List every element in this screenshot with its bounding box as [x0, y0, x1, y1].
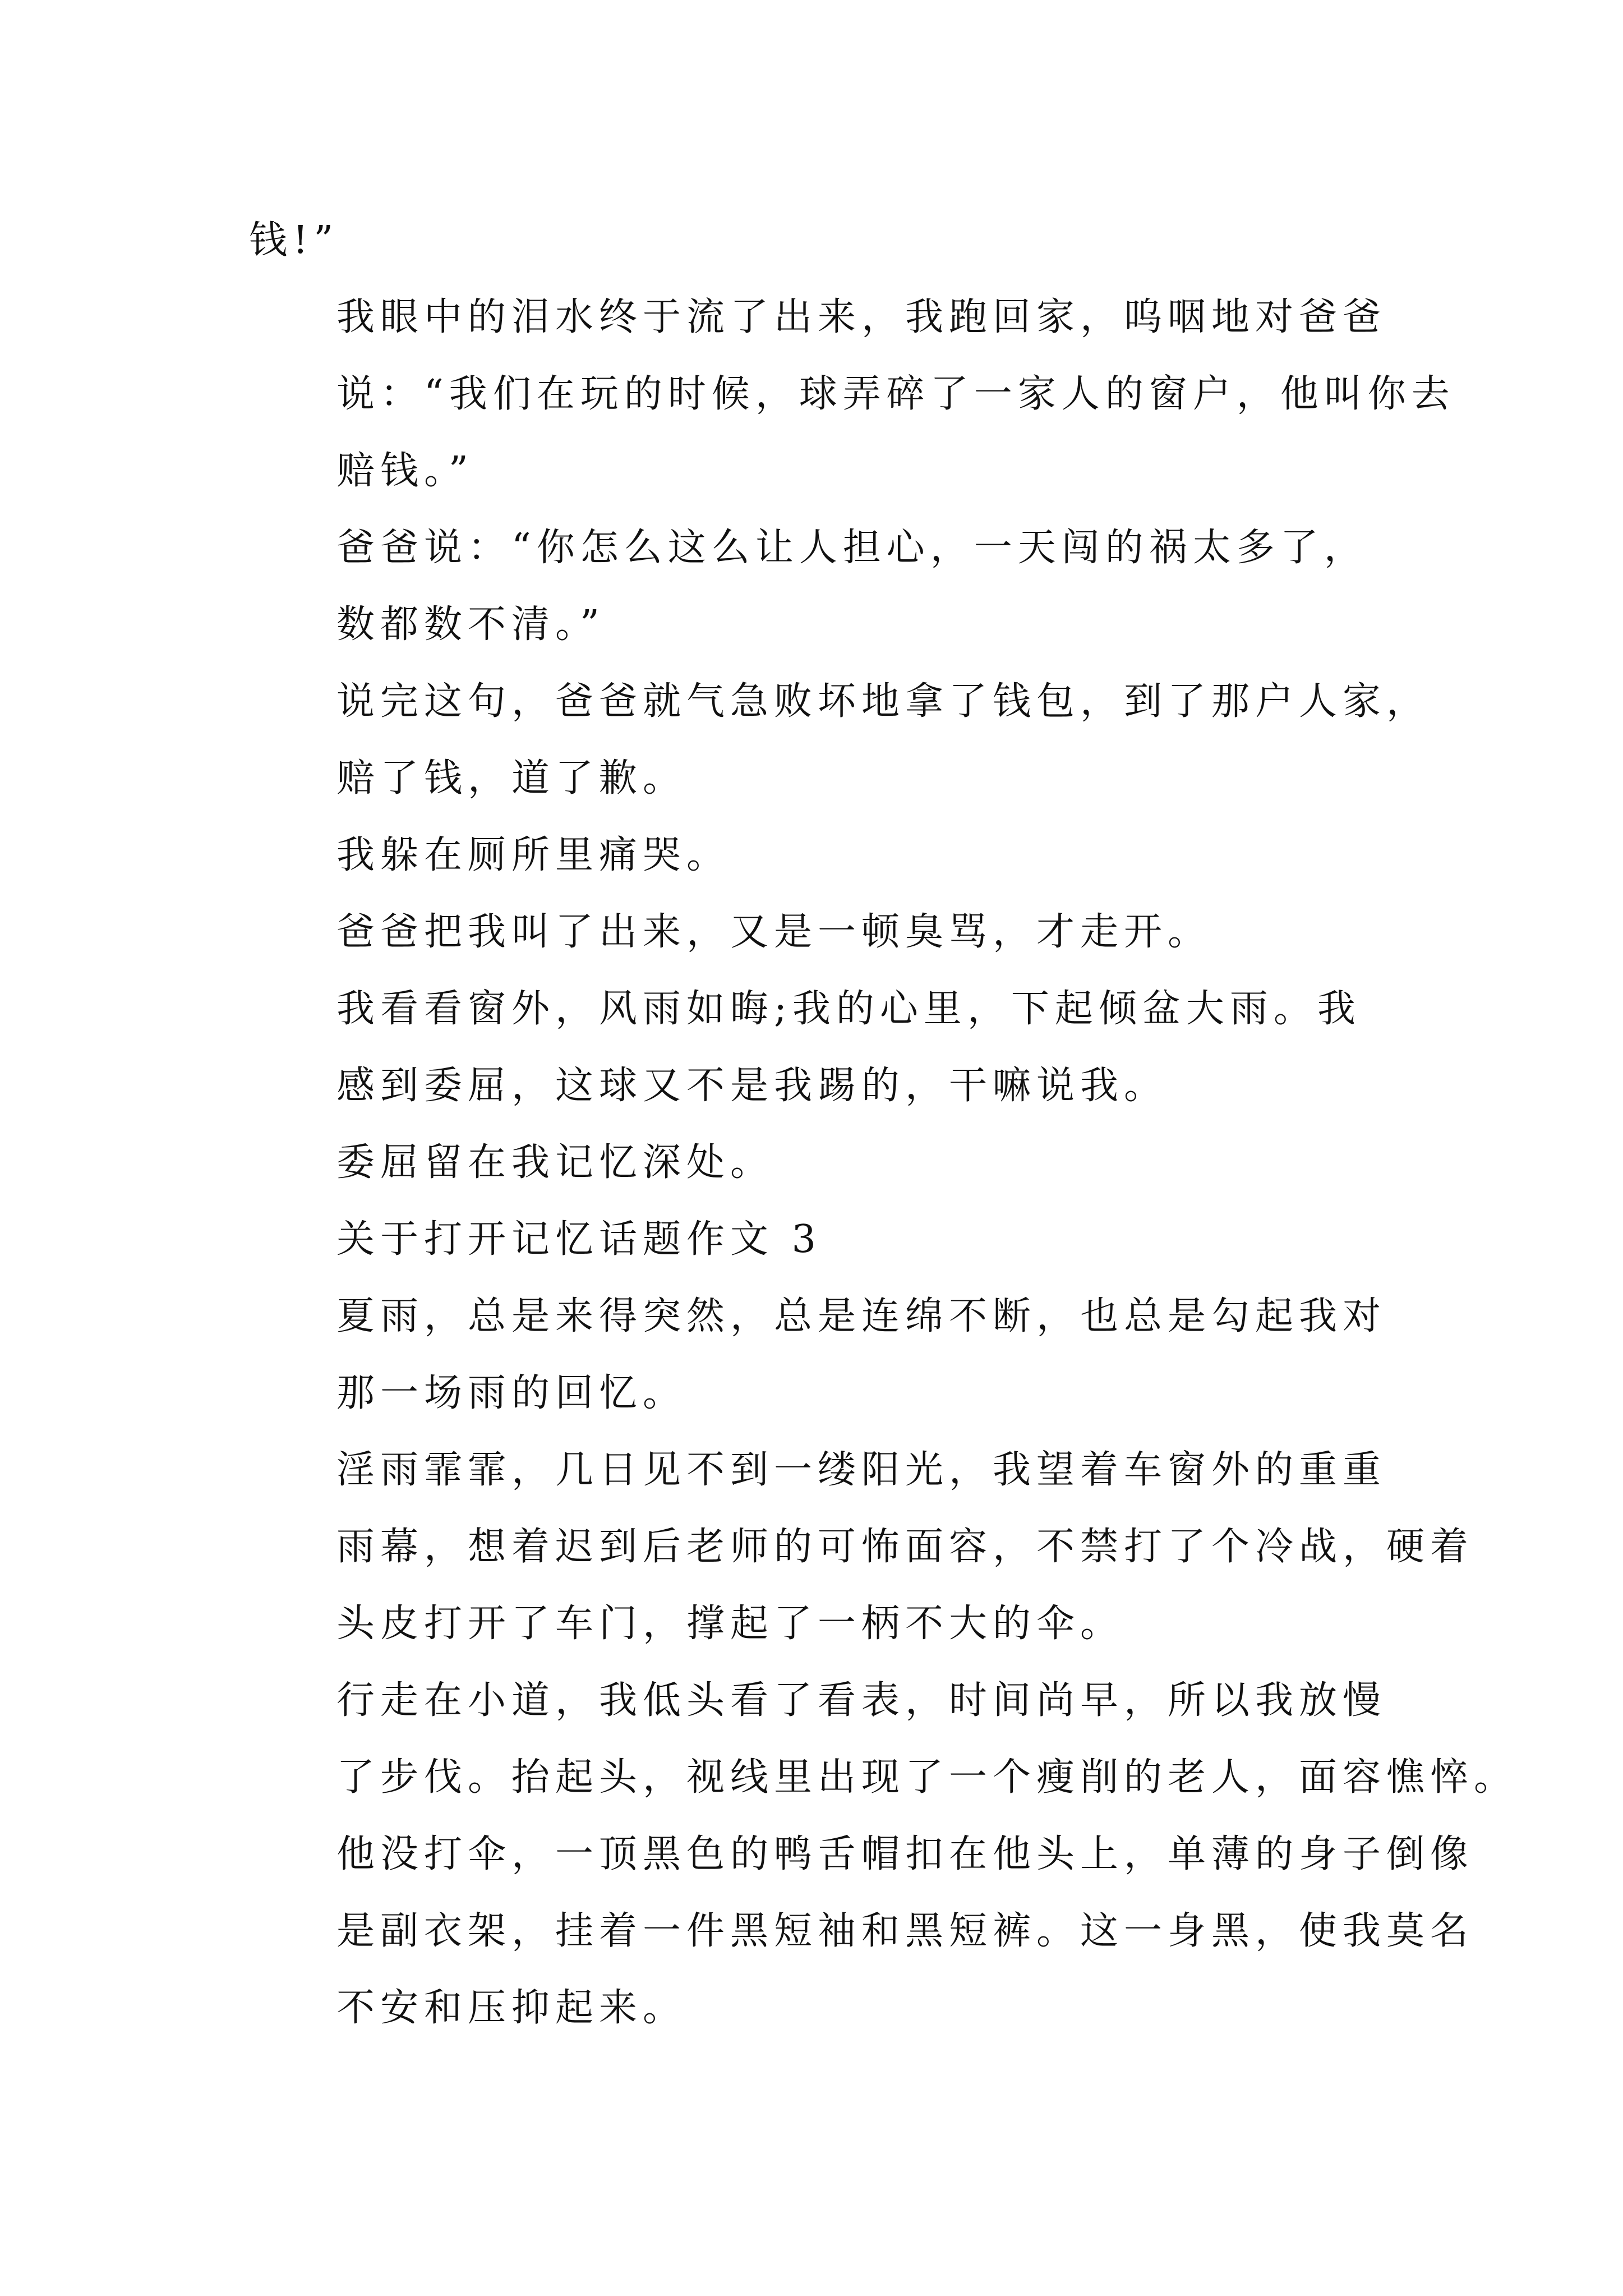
text-line: 说：“我们在玩的时候，球弄碎了一家人的窗户，他叫你去 [336, 372, 1455, 416]
text-line: 钱!” [249, 218, 339, 263]
paragraph [249, 970, 1387, 1124]
paragraph [249, 1278, 1387, 1432]
text-line: 赔了钱，道了歉。 [336, 756, 687, 800]
paragraph [249, 279, 1455, 509]
text-line: 赔钱。” [336, 449, 474, 493]
paragraph [249, 663, 1431, 817]
text-line: 感到委屈，这球又不是我踢的，干嘛说我。 [336, 1064, 1168, 1108]
text-line: 夏雨，总是来得突然，总是连绵不断，也总是勾起我对 [336, 1294, 1387, 1338]
text-line: 爸爸说：“你怎么这么让人担心，一天闯的祸太多了， [336, 526, 1368, 570]
text-line: 了步伐。抬起头，视线里出现了一个瘦削的老人，面容憔悴。 [336, 1755, 1518, 1800]
paragraph [249, 202, 1387, 279]
text-line: 我看看窗外，风雨如晦;我的心里，下起倾盆大雨。我 [336, 987, 1361, 1031]
text-line: 是副衣架，挂着一件黑短袖和黑短裤。这一身黑，使我莫名 [336, 1909, 1474, 1953]
body-text [249, 202, 1518, 2046]
text-line: 不安和压抑起来。 [336, 1986, 687, 2030]
text-line: 数都数不清。” [336, 602, 605, 647]
text-line: 他没打伞，一顶黑色的鸭舌帽扣在他头上，单薄的身子倒像 [336, 1832, 1474, 1876]
paragraph [249, 1124, 1387, 1201]
paragraph [249, 1662, 1518, 2046]
paragraph [249, 1201, 1387, 1278]
text-line: 雨幕，想着迟到后老师的可怖面容，不禁打了个冷战，硬着 [336, 1525, 1474, 1569]
text-line: 我眼中的泪水终于流了出来，我跑回家，呜咽地对爸爸 [336, 295, 1387, 339]
paragraph [249, 894, 1387, 970]
paragraph [249, 1432, 1474, 1662]
text-line: 头皮打开了车门，撑起了一柄不大的伞。 [336, 1602, 1124, 1646]
text-line: 淫雨霏霏，几日见不到一缕阳光，我望着车窗外的重重 [336, 1448, 1387, 1492]
text-line: 行走在小道，我低头看了看表，时间尚早，所以我放慢 [336, 1678, 1387, 1723]
text-line: 那一场雨的回忆。 [336, 1371, 687, 1415]
text-line: 爸爸把我叫了出来，又是一顿臭骂，才走开。 [336, 910, 1212, 954]
paragraph [249, 509, 1387, 663]
text-line: 关于打开记忆话题作文 3 [336, 1217, 822, 1262]
paragraph [249, 817, 1387, 894]
text-line: 说完这句，爸爸就气急败坏地拿了钱包，到了那户人家， [336, 679, 1431, 724]
text-line: 我躲在厕所里痛哭。 [336, 833, 731, 877]
text-line: 委屈留在我记忆深处。 [336, 1140, 774, 1185]
